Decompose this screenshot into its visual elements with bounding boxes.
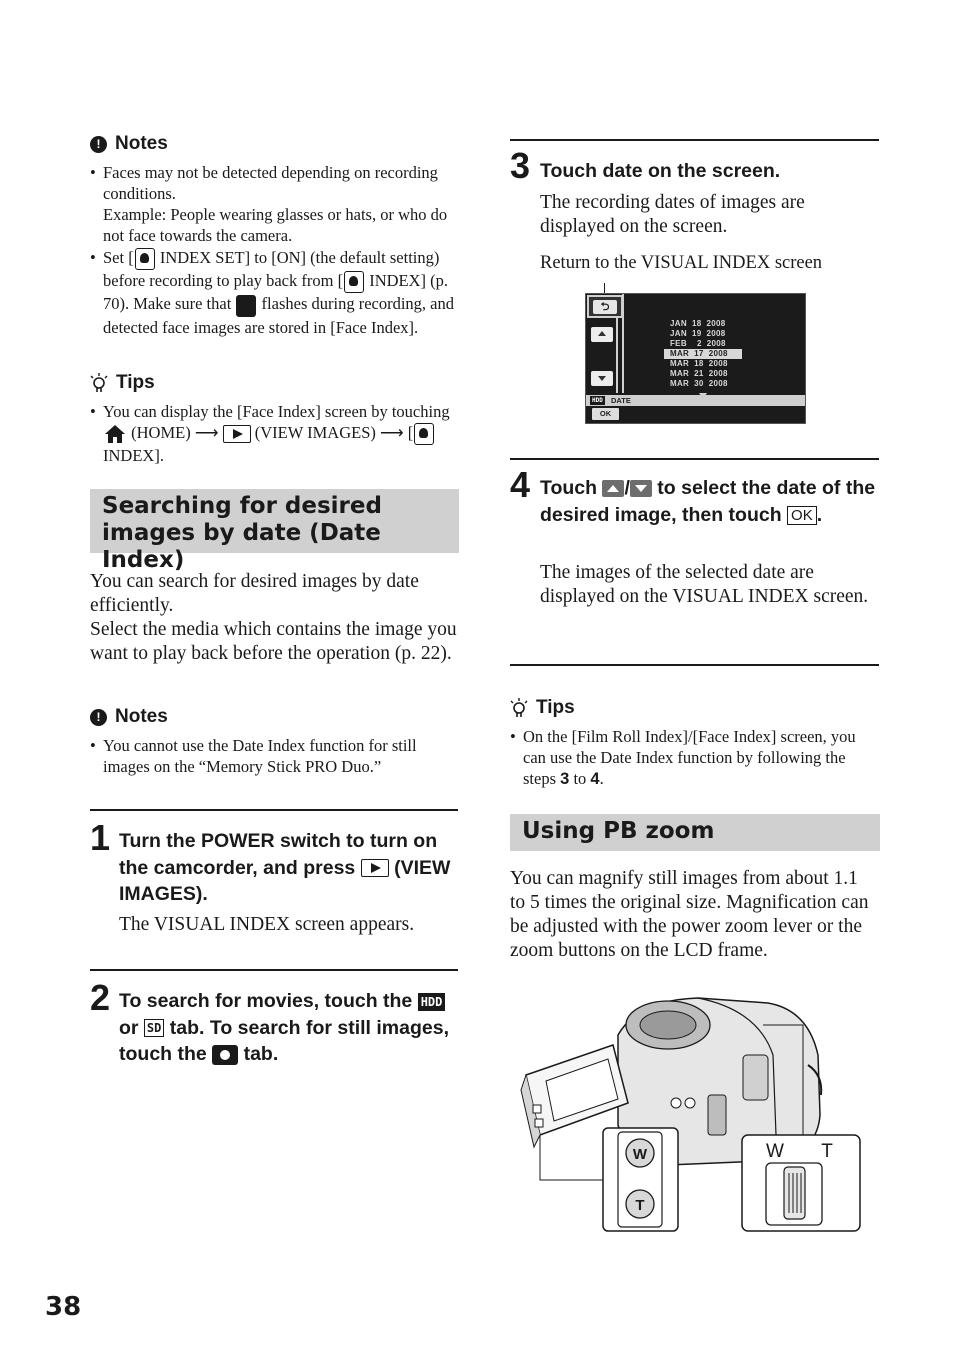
screen-divider [622, 294, 624, 393]
arrow-right-icon: ⟶ [194, 423, 219, 442]
date-list-item[interactable]: JAN 18 2008 [670, 319, 726, 328]
ok-button[interactable]: OK [592, 408, 619, 420]
date-index-screen [585, 293, 806, 424]
step-number: 2 [90, 977, 111, 1018]
divider [90, 809, 458, 811]
scroll-bar[interactable] [616, 316, 618, 393]
step-title: Touch / to select the date of the desired image, then touch OK . [540, 477, 876, 526]
list-item: • On the [Film Roll Index]/[Face Index] screen, you can use the Date Index function by following the steps 3 to 4. [510, 726, 880, 790]
sd-tab-icon: SD [144, 1019, 164, 1037]
down-arrow-icon [598, 376, 606, 381]
date-label: DATE [611, 396, 631, 405]
face-detect-icon [236, 295, 256, 317]
date-list-item[interactable]: MAR 18 2008 [670, 359, 728, 368]
notes-heading: ! Notes [90, 133, 460, 155]
divider [90, 969, 458, 971]
notes-heading: ! Notes [90, 706, 460, 728]
down-arrow-icon [630, 480, 652, 497]
step-body: The images of the selected date are displayed on the VISUAL INDEX screen. [540, 562, 869, 607]
step-title: To search for movies, touch the HDD or SD tab. To search for still images, touch the tab. [119, 990, 450, 1065]
view-images-icon [223, 425, 251, 443]
tips-list [510, 726, 880, 790]
section-title-pb-zoom: Using PB zoom [510, 814, 880, 851]
scroll-up-button[interactable] [591, 327, 613, 342]
ok-icon: OK [787, 506, 817, 525]
step-number: 3 [510, 145, 531, 186]
section-title-date-index: Searching for desired images by date (Date Index) [90, 489, 459, 553]
face-index-icon [344, 271, 364, 293]
notes-block-2 [90, 706, 460, 778]
step-title: Turn the POWER switch to turn on the camcorder, and press (VIEW IMAGES). [119, 830, 451, 905]
divider [510, 664, 879, 666]
step-number: 1 [90, 817, 111, 858]
return-icon: ⮌ [593, 300, 617, 314]
screen-status-bar [586, 395, 805, 406]
zoom-button-w-label: W [632, 1146, 648, 1163]
return-button[interactable] [587, 295, 623, 318]
step-number: 4 [510, 464, 531, 505]
notes-icon: ! [90, 709, 107, 726]
list-item: • You cannot use the Date Index function for still images on the “Memory Stick PRO Duo.” [90, 735, 460, 777]
callout-label: Return to the VISUAL INDEX screen [540, 253, 823, 273]
zoom-lever-w-label: W [766, 1141, 784, 1162]
arrow-right-icon: ⟶ [380, 423, 404, 442]
tips-list [90, 401, 460, 466]
divider [510, 139, 879, 141]
tips-heading: Tips [510, 697, 880, 719]
up-arrow-icon [598, 331, 606, 336]
camera-icon [212, 1045, 238, 1065]
page-number: 38 [45, 1292, 82, 1322]
hdd-tab-icon: HDD [418, 993, 446, 1011]
up-arrow-icon [602, 480, 624, 497]
notes-block [90, 133, 460, 339]
tips-block [90, 372, 460, 467]
view-images-icon [361, 859, 389, 877]
step-body: The recording dates of images are displayed on the screen. [540, 192, 805, 237]
date-list-item[interactable]: FEB 2 2008 [670, 339, 726, 348]
zoom-button-t-label: T [635, 1197, 645, 1214]
step-title: Touch date on the screen. [540, 160, 781, 182]
date-list-item[interactable]: MAR 21 2008 [670, 369, 728, 378]
date-list-item[interactable]: JAN 19 2008 [670, 329, 726, 338]
face-index-icon [135, 248, 155, 270]
tips-block-2 [510, 697, 880, 791]
list-item: • Faces may not be detected depending on recording conditions. Example: People wearing glasses or hats, or who do not face towards the camera. [90, 162, 460, 246]
home-icon [103, 424, 127, 444]
zoom-lever-t-label: T [821, 1141, 833, 1162]
scroll-down-button[interactable] [591, 371, 613, 386]
media-hdd-icon: HDD [592, 397, 603, 404]
date-list [664, 319, 742, 389]
camcorder-illustration [518, 995, 864, 1235]
tips-heading: Tips [90, 372, 460, 394]
intro-text: You can search for desired images by date efficiently. Select the media which contains the image you want to play back before the operation (p. 22). [90, 571, 457, 664]
pb-zoom-text: You can magnify still images from about 1.1 to 5 times the original size. Magnification can be adjusted with the power zoom lever or the zoom buttons on the LCD frame. [510, 868, 869, 961]
list-item: • Set [ INDEX SET] to [ON] (the default setting) before recording to play back from [ INDEX] (p. 70). Make sure that flashes during recording, and detected face images are stored in [Face Index]. [90, 247, 460, 338]
lightbulb-icon [510, 698, 528, 718]
lightbulb-icon [90, 373, 108, 393]
notes-list [90, 162, 460, 338]
face-index-icon [414, 423, 434, 445]
divider [510, 458, 879, 460]
list-item: • You can display the [Face Index] screen by touching (HOME) ⟶ (VIEW IMAGES) ⟶ [ INDEX]. [90, 401, 460, 466]
notes-list [90, 735, 460, 777]
step-body: The VISUAL INDEX screen appears. [119, 914, 415, 935]
date-list-item[interactable]: MAR 17 2008 [664, 349, 742, 359]
notes-icon: ! [90, 136, 107, 153]
date-list-item[interactable]: MAR 30 2008 [670, 379, 728, 388]
